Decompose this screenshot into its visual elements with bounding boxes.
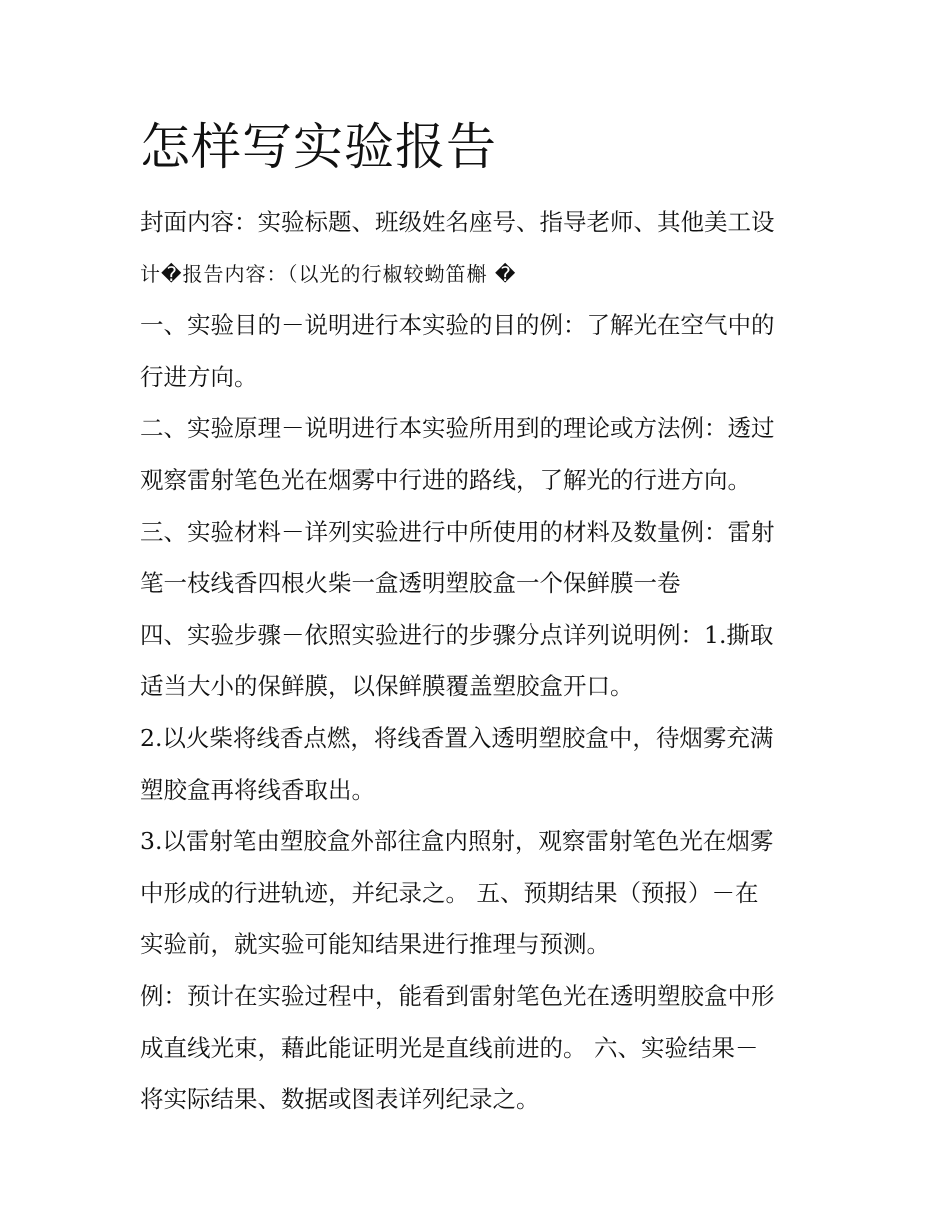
document-body xyxy=(140,197,820,1126)
text-line: 成直线光束，藉此能证明光是直线前进的。 六、实验结果－ xyxy=(140,1033,759,1062)
text-line: 三、实验材料－详列实验进行中所使用的材料及数量例：雷射 xyxy=(140,517,775,546)
text-line: 笔一枝线香四根火柴一盒透明塑胶盒一个保鲜膜一卷 xyxy=(140,569,681,598)
text-line: 行进方向。 xyxy=(140,362,258,391)
text-line: 中形成的行进轨迹，并纪录之。 五、预期结果（预报）－在 xyxy=(140,878,759,907)
text-line: 一、实验目的－说明进行本实验的目的例：了解光在空气中的 xyxy=(140,311,775,340)
text-line: 例：预计在实验过程中，能看到雷射笔色光在透明塑胶盒中形 xyxy=(140,981,775,1010)
text-line: 二、实验原理－说明进行本实验所用到的理论或方法例：透过 xyxy=(140,414,775,443)
text-line: 四、实验步骤－依照实验进行的步骤分点详列说明例：1.撕取 xyxy=(140,620,774,649)
text-line: 封面内容：实验标题、班级姓名座号、指导老师、其他美工设 xyxy=(140,208,775,236)
text-line: 塑胶盒再将线香取出。 xyxy=(140,775,375,804)
text-line: 3.以雷射笔由塑胶盒外部往盒内照射，观察雷射笔色光在烟雾 xyxy=(140,827,774,856)
document-title: 怎样写实验报告 xyxy=(140,118,497,176)
text-line: 将实际结果、数据或图表详列纪录之。 xyxy=(140,1085,540,1114)
text-line: 适当大小的保鲜膜，以保鲜膜覆盖塑胶盒开口。 xyxy=(140,672,634,701)
text-line: 观察雷射笔色光在烟雾中行进的路线，了解光的行进方向。 xyxy=(140,465,751,494)
text-line: 实验前，就实验可能知结果进行推理与预测。 xyxy=(140,930,610,959)
text-line: 2.以火柴将线香点燃，将线香置入透明塑胶盒中，待烟雾充满 xyxy=(140,723,774,752)
text-line: 计�报告内容：（以光的行椒较蚴笛槲 � xyxy=(140,261,517,286)
